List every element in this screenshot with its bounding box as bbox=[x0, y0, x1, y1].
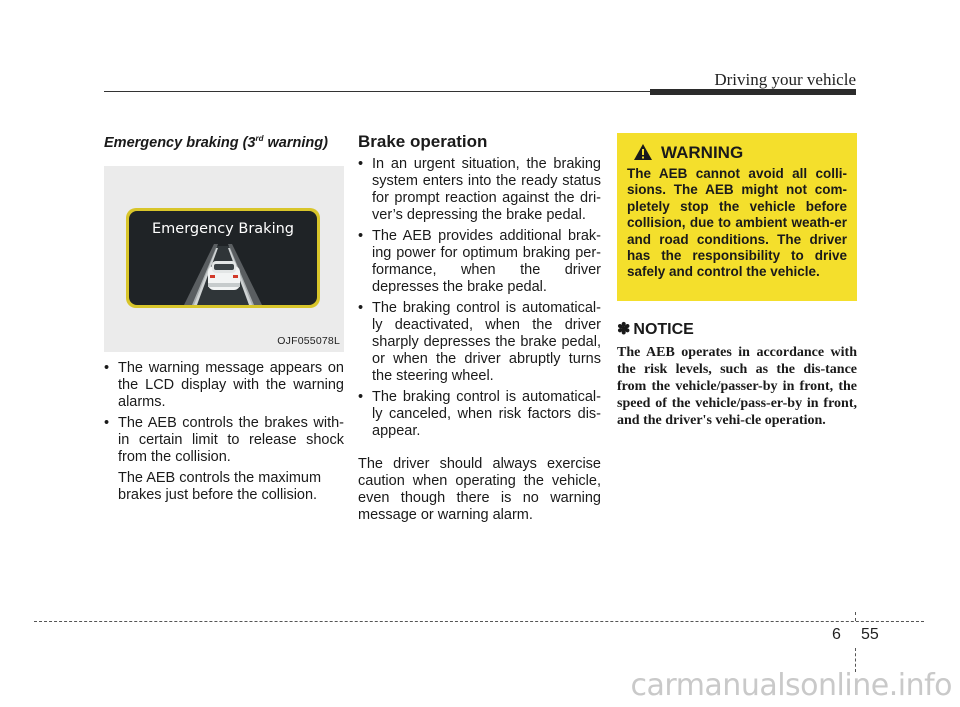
section-title: Driving your vehicle bbox=[714, 70, 856, 89]
list-item: • In an urgent situation, the braking system enters into the ready status for prompt reaction against the dri-ver’s depressing the brake pedal. bbox=[358, 156, 601, 224]
notice-text: The AEB operates in accordance with the risk levels, such as the dis-tance from the vehicle/passer-by in front, the speed of the vehicle/pass-er-by in front, and the driver's vehi-cle operation. bbox=[617, 345, 857, 428]
chapter-number: 6 bbox=[832, 626, 841, 643]
column-middle bbox=[358, 133, 601, 524]
indented-note: The AEB controls the maximum brakes just before the collision. bbox=[118, 469, 322, 503]
list-item: • The warning message appears on the LCD display with the warning alarms. bbox=[104, 360, 344, 411]
warning-text: The AEB cannot avoid all colli-sions. The AEB might not com-pletely stop the vehicle before collision, due to ambient weath-er and road conditions. The driver has the responsibility to drive safely and control the vehicle. bbox=[627, 166, 847, 280]
warning-header bbox=[633, 143, 847, 161]
list-item: • The AEB provides additional brak-ing power for optimum braking per-formance, when the driver depresses the brake pedal. bbox=[358, 228, 601, 296]
col2-bullet-list bbox=[358, 156, 601, 440]
header-rule bbox=[104, 91, 652, 92]
notice-title: NOTICE bbox=[633, 321, 694, 338]
warning-title: WARNING bbox=[661, 142, 744, 162]
notice-asterisk-icon: ✽ bbox=[617, 321, 631, 338]
car-icon bbox=[208, 261, 240, 290]
header-accent-bar bbox=[650, 89, 856, 95]
list-item: • The braking control is automatical-ly canceled, when risk factors dis-appear. bbox=[358, 389, 601, 440]
caution-paragraph: The driver should always exercise caution when operating the vehicle, even though there is no warning message or warning alarm. bbox=[358, 456, 601, 523]
footer-divider bbox=[34, 621, 924, 622]
warning-box bbox=[617, 133, 857, 301]
watermark: carmanualsonline.info bbox=[630, 668, 952, 703]
lcd-screen-text: Emergency Braking bbox=[151, 220, 295, 237]
col1-bullet-list bbox=[104, 360, 344, 466]
brake-operation-heading: Brake operation bbox=[358, 132, 488, 151]
page-number-divider-top bbox=[855, 612, 856, 621]
warning-triangle-icon bbox=[633, 143, 653, 161]
figure-code: OJF055078L bbox=[277, 334, 340, 347]
column-left bbox=[104, 130, 344, 504]
lcd-display-figure bbox=[104, 166, 344, 352]
lcd-illustration bbox=[104, 166, 344, 352]
emergency-braking-heading: Emergency braking (3rd warning) bbox=[104, 134, 328, 151]
list-item: • The AEB controls the brakes with-in certain limit to release shock from the collision. bbox=[104, 415, 344, 466]
list-item: • The braking control is automatical-ly deactivated, when the driver sharply depresses the brake pedal, or when the driver abruptly turns the steering wheel. bbox=[358, 300, 601, 385]
column-right bbox=[617, 133, 857, 429]
notice-heading bbox=[617, 321, 857, 338]
page-number: 55 bbox=[861, 626, 879, 643]
